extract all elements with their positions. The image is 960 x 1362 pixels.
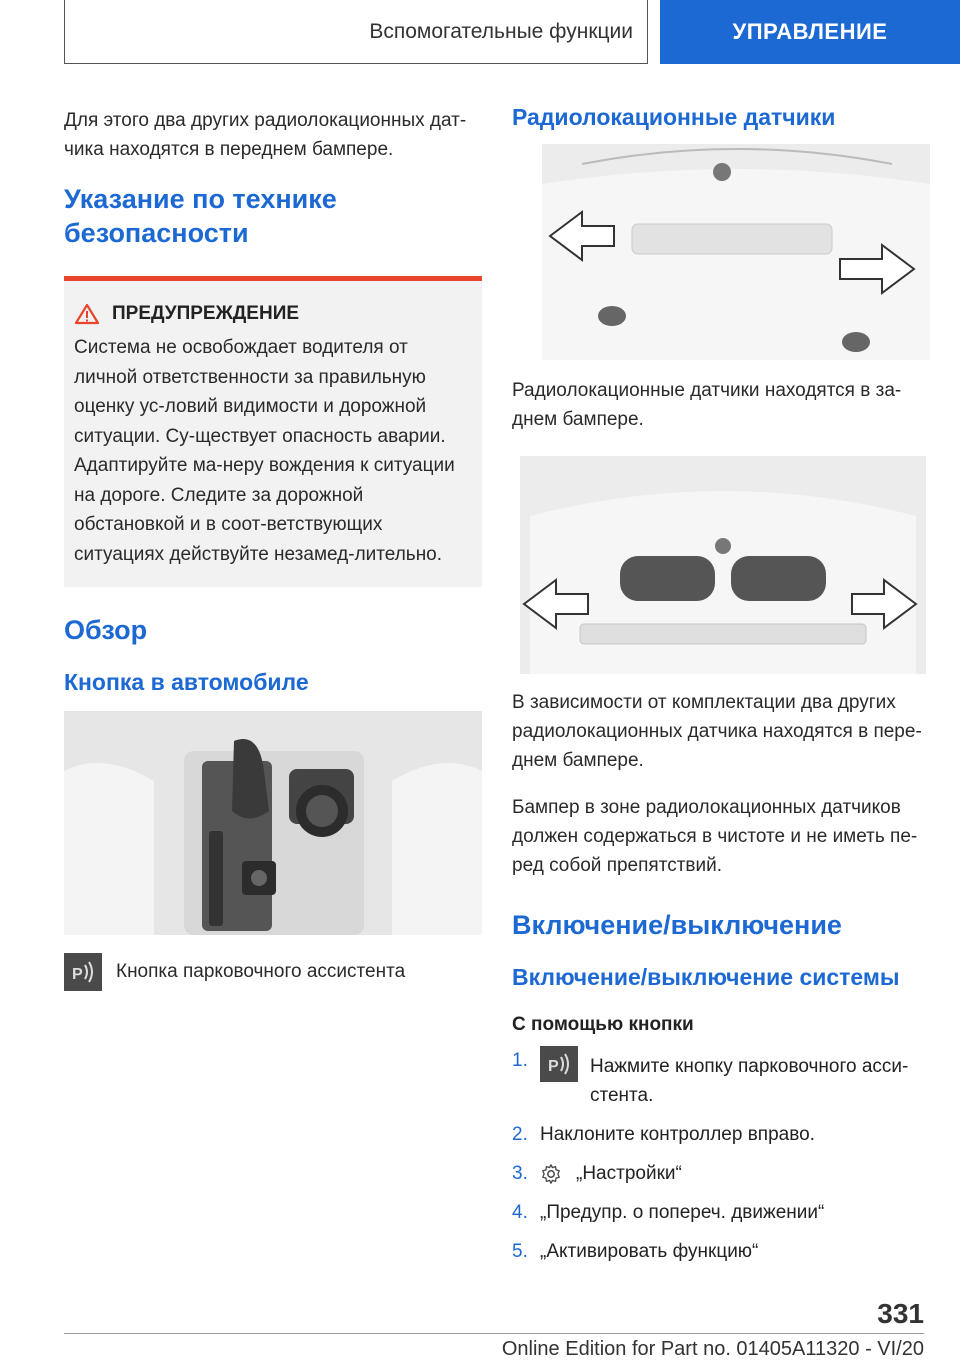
step-text: „Предупр. о попереч. движении“ [540,1202,825,1223]
step-item [512,1120,930,1149]
step-content [540,1159,682,1188]
park-assist-icon [540,1046,578,1082]
step-number: 4. [512,1202,528,1223]
step-text: Наклоните контроллер вправо. [540,1124,815,1145]
right-column [512,96,930,1266]
step-item [512,1198,930,1227]
header-section-title: Вспомогательные функции [369,19,633,43]
warning-text: Система не освобождает водителя от личной ответственности за правильную оценку ус-ловий видимости и дорожной ситуации. Су-ществует опасность аварии. Адаптируйте ма-неру вождения к ситуации на дороге. Следите за дорожной обстановкой и в соот-ветствующих ситуациях действуйте незамед-лительно. [74,337,455,565]
warning-box [64,276,482,587]
safety-heading: Указание по технике безопасности [64,184,337,248]
page-number: 331 [877,1298,924,1329]
step-text: „Настройки“ [576,1163,682,1184]
overview-heading: Обзор [64,615,148,645]
warning-header [74,303,472,325]
gear-icon [540,1163,562,1185]
step-number: 1. [512,1050,528,1071]
rear-bumper-image [542,144,930,360]
center-console-illustration [64,711,482,935]
button-caption: Кнопка парковочного ассистента [116,961,406,982]
header-chapter [660,0,960,64]
warning-title: ПРЕДУПРЕЖДЕНИЕ [112,303,300,324]
with-button-heading: С помощью кнопки [512,1014,694,1035]
step-item [512,1159,930,1188]
onoff-heading: Включение/выключение [512,910,842,940]
front-bumper-image [520,456,926,674]
svg-text:P: P [548,1058,559,1075]
intro-text: Для этого два других радиолокационных дат-чика находятся в переднем бампере. [64,110,467,160]
footer-divider [64,1333,924,1334]
rear-text: Радиолокационные датчики находятся в за-днем бампере. [512,380,902,430]
steps-list [512,1046,930,1266]
front-text: В зависимости от комплектации два других радиолокационных датчика находятся в пере-днем бампере. [512,692,922,771]
svg-text:P: P [72,966,83,983]
step-item [512,1237,930,1266]
button-caption-row [64,953,482,991]
step-number: 2. [512,1124,528,1145]
step-number: 3. [512,1163,528,1184]
step-item [512,1046,930,1110]
clean-text: Бампер в зоне радиолокационных датчиков должен содержаться в чистоте и не иметь пе-ред собой препятствий. [512,797,918,876]
rear-bumper-illustration [542,144,930,360]
park-assist-icon [64,953,102,991]
step-content [540,1046,930,1110]
footer-edition: Online Edition for Part no. 01405A11320 - VI/20 [501,1338,924,1360]
step-text: Нажмите кнопку парковочного асси-стента. [590,1056,909,1106]
front-bumper-illustration [520,456,926,674]
onoff-subheading: Включение/выключение системы [512,964,900,990]
step-number: 5. [512,1241,528,1262]
warning-triangle-icon [74,303,100,325]
button-heading: Кнопка в автомобиле [64,669,309,695]
sensors-heading: Радиолокационные датчики [512,104,836,130]
console-image [64,711,482,935]
left-column [64,96,482,991]
step-text: „Активировать функцию“ [540,1241,759,1262]
header-chapter-title: УПРАВЛЕНИЕ [732,19,888,44]
header-section [64,0,648,64]
